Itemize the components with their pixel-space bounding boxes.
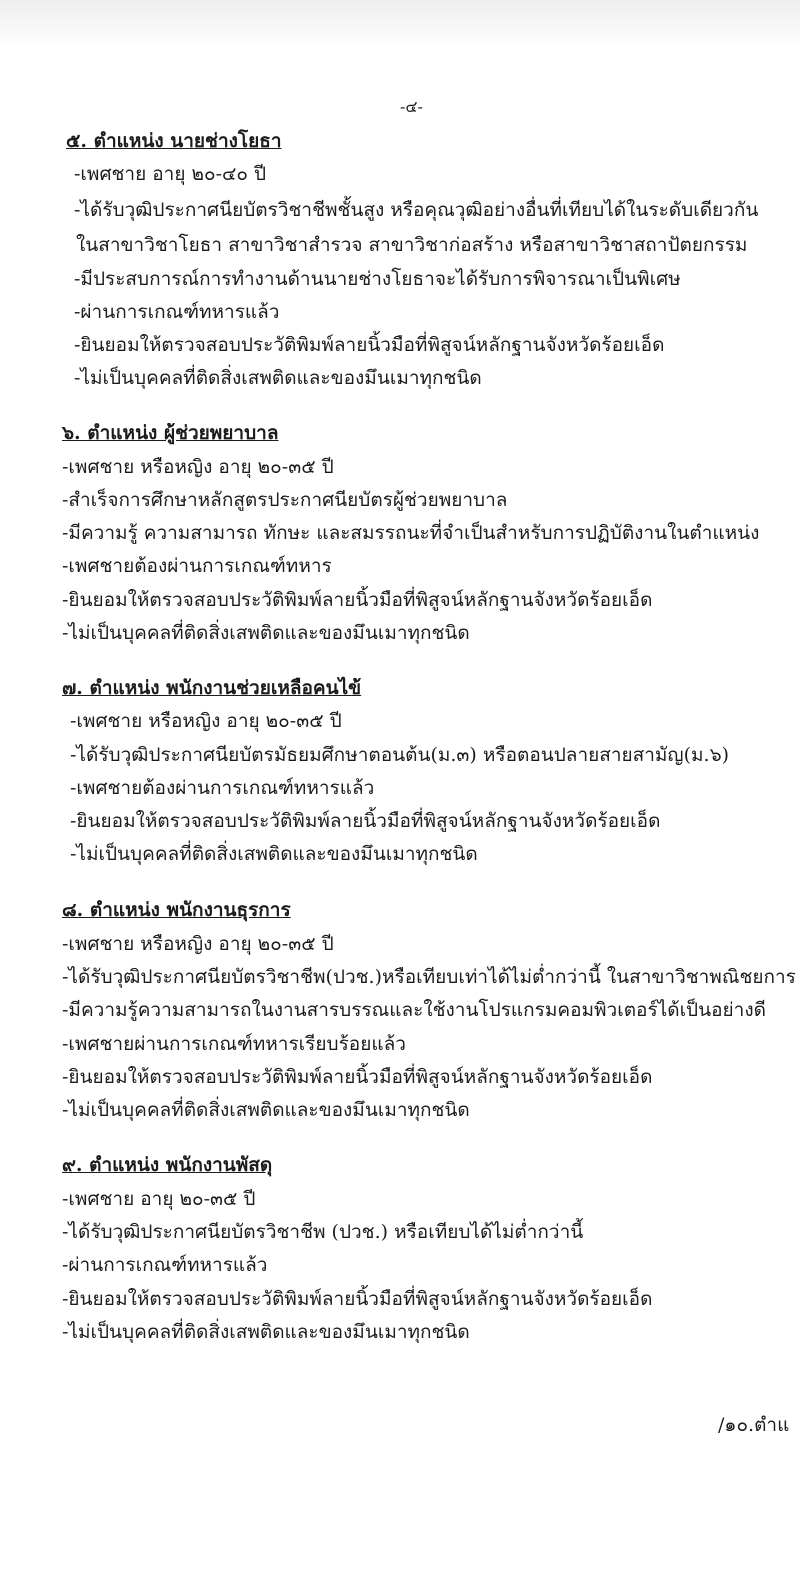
section-title: ๙. ตำแหน่ง พนักงานพัสดุ — [62, 1154, 273, 1176]
requirement-item: -ไม่เป็นบุคคลที่ติดสิ่งเสพติดและของมึนเมาทุกชนิด — [70, 843, 478, 865]
requirement-item: -ไม่เป็นบุคคลที่ติดสิ่งเสพติดและของมึนเมาทุกชนิด — [62, 1321, 470, 1343]
section-title: ๖. ตำแหน่ง ผู้ช่วยพยาบาล — [62, 422, 279, 444]
requirement-item: -มีความรู้ความสามารถในงานสารบรรณและใช้งานโปรแกรมคอมพิวเตอร์ได้เป็นอย่างดี — [62, 999, 766, 1021]
section-title: ๘. ตำแหน่ง พนักงานธุรการ — [62, 899, 291, 921]
requirement-item: -สำเร็จการศึกษาหลักสูตรประกาศนียบัตรผู้ช่วยพยาบาล — [62, 489, 508, 511]
section-title: ๕. ตำแหน่ง นายช่างโยธา — [66, 130, 282, 152]
requirement-item: -ยินยอมให้ตรวจสอบประวัติพิมพ์ลายนิ้วมือที่พิสูจน์หลักฐานจังหวัดร้อยเอ็ด — [74, 334, 665, 356]
requirement-item: -เพศชาย หรือหญิง อายุ ๒๐-๓๕ ปี — [70, 710, 342, 732]
requirement-item: -เพศชายต้องผ่านการเกณฑ์ทหาร — [62, 555, 332, 577]
requirement-item: -เพศชาย อายุ ๒๐-๓๕ ปี — [62, 1188, 256, 1210]
section-title: ๗. ตำแหน่ง พนักงานช่วยเหลือคนไข้ — [62, 677, 362, 699]
continuation-marker: /๑๐.ตำแ — [718, 1414, 790, 1436]
requirement-item: -ผ่านการเกณฑ์ทหารแล้ว — [62, 1254, 268, 1276]
requirement-item: -ได้รับวุฒิประกาศนียบัตรวิชาชีพชั้นสูง หรือคุณวุฒิอย่างอื่นที่เทียบได้ในระดับเดียวกัน — [74, 199, 759, 221]
requirement-item: -ผ่านการเกณฑ์ทหารแล้ว — [74, 301, 280, 323]
page-number: -๔- — [400, 97, 423, 116]
requirement-item: -เพศชาย หรือหญิง อายุ ๒๐-๓๕ ปี — [62, 933, 334, 955]
requirement-item: -มีประสบการณ์การทำงานด้านนายช่างโยธาจะได้รับการพิจารณาเป็นพิเศษ — [74, 268, 681, 290]
requirement-item: -ไม่เป็นบุคคลที่ติดสิ่งเสพติดและของมึนเมาทุกชนิด — [74, 367, 482, 389]
requirement-item: -ไม่เป็นบุคคลที่ติดสิ่งเสพติดและของมึนเมาทุกชนิด — [62, 1099, 470, 1121]
scan-edge-shading — [0, 0, 800, 50]
requirement-item: -เพศชาย อายุ ๒๐-๔๐ ปี — [74, 163, 267, 185]
requirement-item: -ยินยอมให้ตรวจสอบประวัติพิมพ์ลายนิ้วมือที่พิสูจน์หลักฐานจังหวัดร้อยเอ็ด — [62, 1066, 653, 1088]
requirement-item: -ยินยอมให้ตรวจสอบประวัติพิมพ์ลายนิ้วมือที่พิสูจน์หลักฐานจังหวัดร้อยเอ็ด — [70, 810, 661, 832]
requirement-item: -ยินยอมให้ตรวจสอบประวัติพิมพ์ลายนิ้วมือที่พิสูจน์หลักฐานจังหวัดร้อยเอ็ด — [62, 589, 653, 611]
requirement-item: -ไม่เป็นบุคคลที่ติดสิ่งเสพติดและของมึนเมาทุกชนิด — [62, 622, 470, 644]
requirement-item: -ยินยอมให้ตรวจสอบประวัติพิมพ์ลายนิ้วมือที่พิสูจน์หลักฐานจังหวัดร้อยเอ็ด — [62, 1288, 653, 1310]
requirement-item: -เพศชาย หรือหญิง อายุ ๒๐-๓๕ ปี — [62, 456, 334, 478]
requirement-item: -เพศชายผ่านการเกณฑ์ทหารเรียบร้อยแล้ว — [62, 1033, 406, 1055]
requirement-item: -ได้รับวุฒิประกาศนียบัตรวิชาชีพ(ปวช.)หรือเทียบเท่าได้ไม่ต่ำกว่านี้ ในสาขาวิชาพณิชยการ — [62, 966, 796, 988]
requirement-item: -มีความรู้ ความสามารถ ทักษะ และสมรรถนะที่จำเป็นสำหรับการปฏิบัติงานในตำแหน่ง — [62, 522, 760, 544]
requirement-item: ในสาขาวิชาโยธา สาขาวิชาสำรวจ สาขาวิชาก่อสร้าง หรือสาขาวิชาสถาปัตยกรรม — [76, 234, 748, 256]
requirement-item: -ได้รับวุฒิประกาศนียบัตรวิชาชีพ (ปวช.) หรือเทียบได้ไม่ต่ำกว่านี้ — [62, 1221, 584, 1243]
requirement-item: -เพศชายต้องผ่านการเกณฑ์ทหารแล้ว — [70, 777, 375, 799]
requirement-item: -ได้รับวุฒิประกาศนียบัตรมัธยมศึกษาตอนต้น(ม.๓) หรือตอนปลายสายสามัญ(ม.๖) — [70, 744, 730, 766]
